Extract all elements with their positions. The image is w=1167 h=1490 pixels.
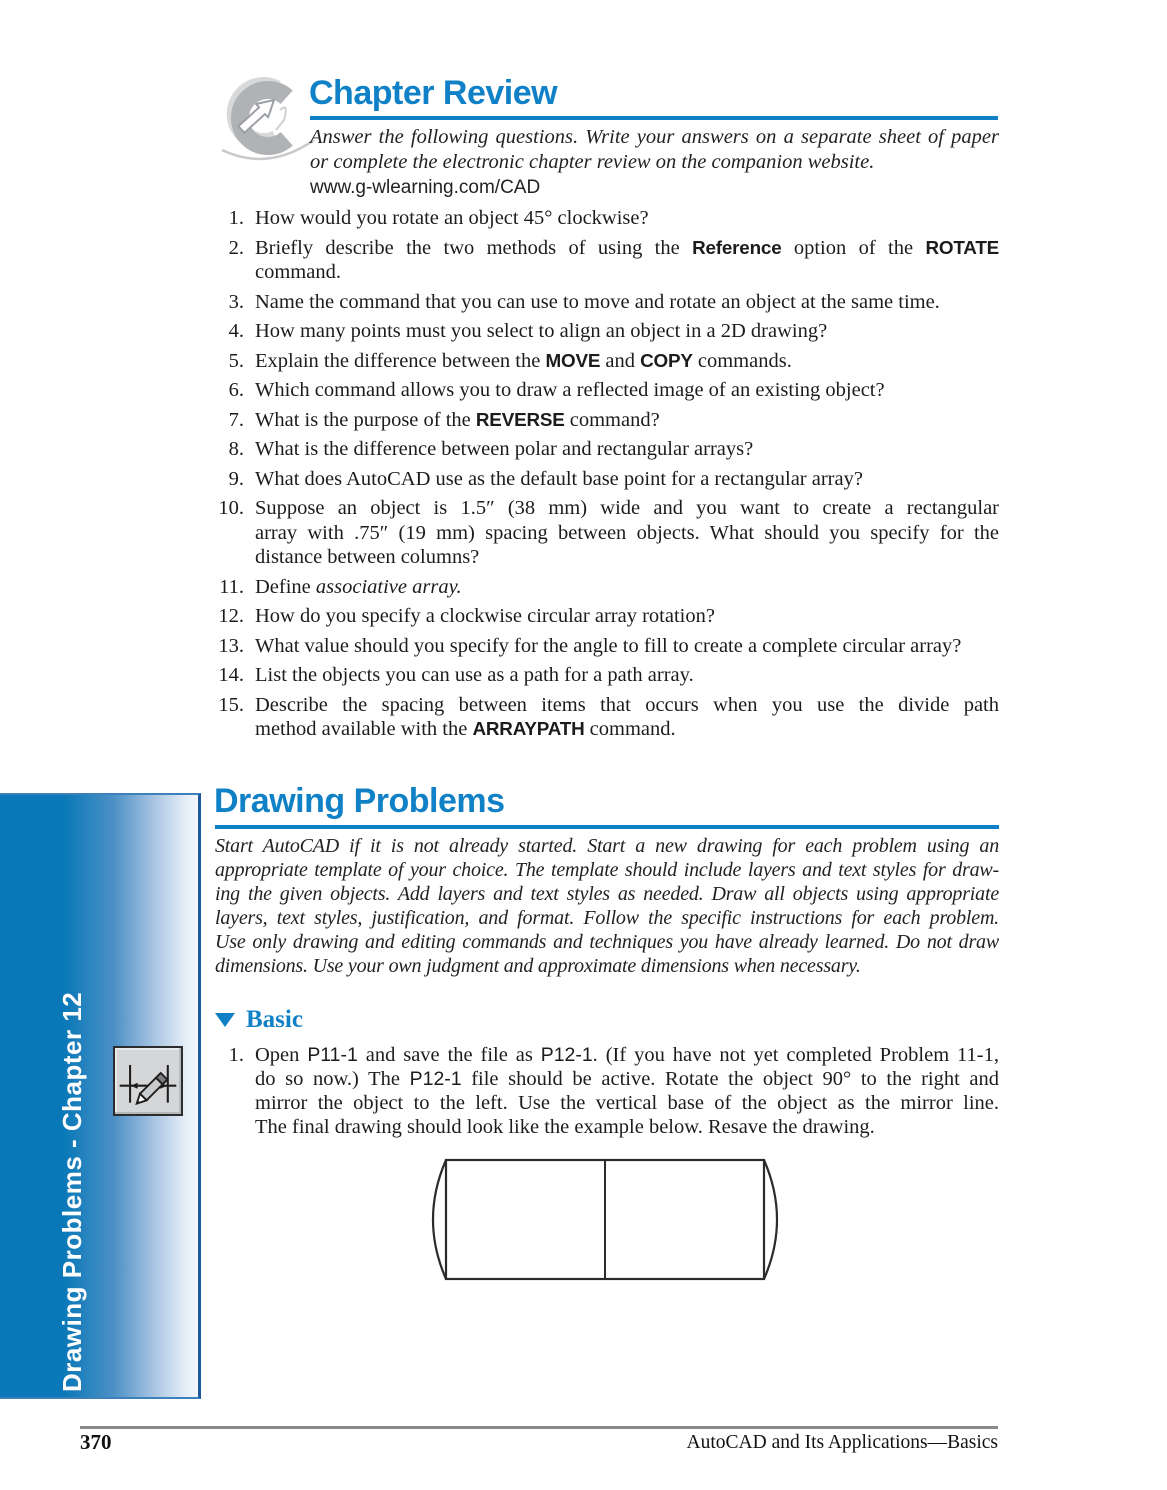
list-item bbox=[200, 378, 999, 403]
item-number: 9. bbox=[228, 467, 244, 490]
cylinder-example-figure bbox=[424, 1148, 792, 1294]
footer-book-title: AutoCAD and Its Applications—Basics bbox=[686, 1432, 998, 1453]
item-text: Briefly describe the two methods of using the Reference option of the ROTATE command. bbox=[255, 236, 1000, 283]
basic-triangle-icon bbox=[215, 1013, 235, 1027]
chapter-review-rule bbox=[310, 116, 998, 120]
basic-label: Basic bbox=[246, 1006, 303, 1033]
list-item bbox=[200, 467, 999, 492]
list-item bbox=[200, 319, 999, 344]
item-text: How would you rotate an object 45° clockwise? bbox=[255, 207, 649, 229]
drawing-problems-title: Drawing Problems bbox=[214, 782, 505, 820]
review-questions-list bbox=[200, 206, 999, 747]
sidebar-label: Drawing Problems - Chapter 12 bbox=[57, 991, 87, 1392]
list-item bbox=[200, 604, 999, 629]
list-item bbox=[200, 437, 999, 462]
chapter-review-intro: Answer the following questions. Write your answers on a separate sheet of paper or complete the electronic chapter review on the companion website. bbox=[310, 126, 999, 173]
list-item bbox=[200, 663, 999, 688]
pencil-dimension-icon bbox=[115, 1048, 181, 1114]
item-number: 5. bbox=[228, 349, 244, 372]
drawing-problem-icon-box bbox=[113, 1046, 183, 1116]
footer-rule bbox=[80, 1426, 998, 1429]
list-item bbox=[200, 634, 999, 659]
item-text: What is the difference between polar and rectangular arrays? bbox=[255, 438, 754, 460]
item-text: Suppose an object is 1.5″ (38 mm) wide and you want to create a rectangular array with .75″ (19 mm) spacing between objects. What should you specify for the distance between columns? bbox=[255, 497, 999, 568]
drawing-problems-intro: Start AutoCAD if it is not already started. Start a new drawing for each problem using an appropriate template of your choice. The template should include layers and text styles for draw- ing the given objects. Add layers and text styles as needed. Draw all objects using appropriate layers, text styles, justification, and format. Follow the specific instructions for each problem. Use only drawing and editing commands and techniques you have already learned. Do not draw dimensions. Use your own judgment and approximate dimensions when necessary. bbox=[215, 835, 999, 977]
list-item bbox=[200, 408, 999, 433]
item-number: 1. bbox=[228, 207, 244, 229]
item-number: 14. bbox=[218, 664, 244, 686]
item-text: Name the command that you can use to move and rotate an object at the same time. bbox=[255, 290, 940, 313]
item-number: 7. bbox=[228, 408, 244, 431]
item-number: 4. bbox=[228, 320, 244, 342]
list-item bbox=[200, 206, 999, 231]
item-text: Which command allows you to draw a reflected image of an existing object? bbox=[255, 379, 885, 401]
chapter-review-title: Chapter Review bbox=[309, 74, 558, 112]
item-text: List the objects you can use as a path for a path array. bbox=[255, 664, 694, 686]
item-number: 12. bbox=[218, 605, 244, 627]
chapter-review-c-logo-icon bbox=[220, 66, 316, 178]
list-item bbox=[200, 1044, 999, 1140]
item-number: 3. bbox=[228, 290, 244, 313]
item-text: Explain the difference between the MOVE and COPY commands. bbox=[255, 349, 792, 372]
companion-website-url: www.g-wlearning.com/CAD bbox=[310, 177, 541, 198]
page-number: 370 bbox=[80, 1430, 112, 1454]
item-number: 2. bbox=[228, 236, 244, 259]
item-number: 13. bbox=[218, 634, 244, 657]
item-number: 8. bbox=[228, 438, 244, 460]
item-number: 10. bbox=[218, 497, 244, 519]
drawing-problems-rule bbox=[215, 825, 999, 829]
item-text: What value should you specify for the angle to fill to create a complete circular array? bbox=[255, 634, 962, 657]
item-number: 11. bbox=[219, 575, 244, 598]
list-item bbox=[200, 236, 999, 285]
item-text: What is the purpose of the REVERSE command? bbox=[255, 408, 660, 431]
list-item bbox=[200, 575, 999, 600]
item-number: 6. bbox=[228, 379, 244, 401]
list-item bbox=[200, 349, 999, 374]
item-number: 15. bbox=[218, 693, 244, 716]
item-text: How many points must you select to align an object in a 2D drawing? bbox=[255, 320, 828, 342]
item-text: Define associative array. bbox=[255, 575, 462, 598]
list-item bbox=[200, 693, 999, 742]
item-text: Open P11-1 and save the file as P12-1. (If you have not yet completed Problem 11-1, do so now.) The P12-1 file should be active. Rotate the object 90° to the right and mirror the object to the left. Use the vertical base of the object as the mirror line. The final drawing should look like the example below. Resave the drawing. bbox=[255, 1044, 1000, 1138]
list-item bbox=[200, 496, 999, 570]
basic-heading bbox=[215, 1006, 303, 1034]
problems-list bbox=[200, 1044, 999, 1145]
list-item bbox=[200, 290, 999, 315]
item-text: What does AutoCAD use as the default base point for a rectangular array? bbox=[255, 467, 863, 490]
item-text: Describe the spacing between items that occurs when you use the divide path method available with the ARRAYPATH command. bbox=[255, 693, 999, 740]
item-text: How do you specify a clockwise circular array rotation? bbox=[255, 605, 715, 627]
item-number: 1. bbox=[228, 1044, 244, 1066]
